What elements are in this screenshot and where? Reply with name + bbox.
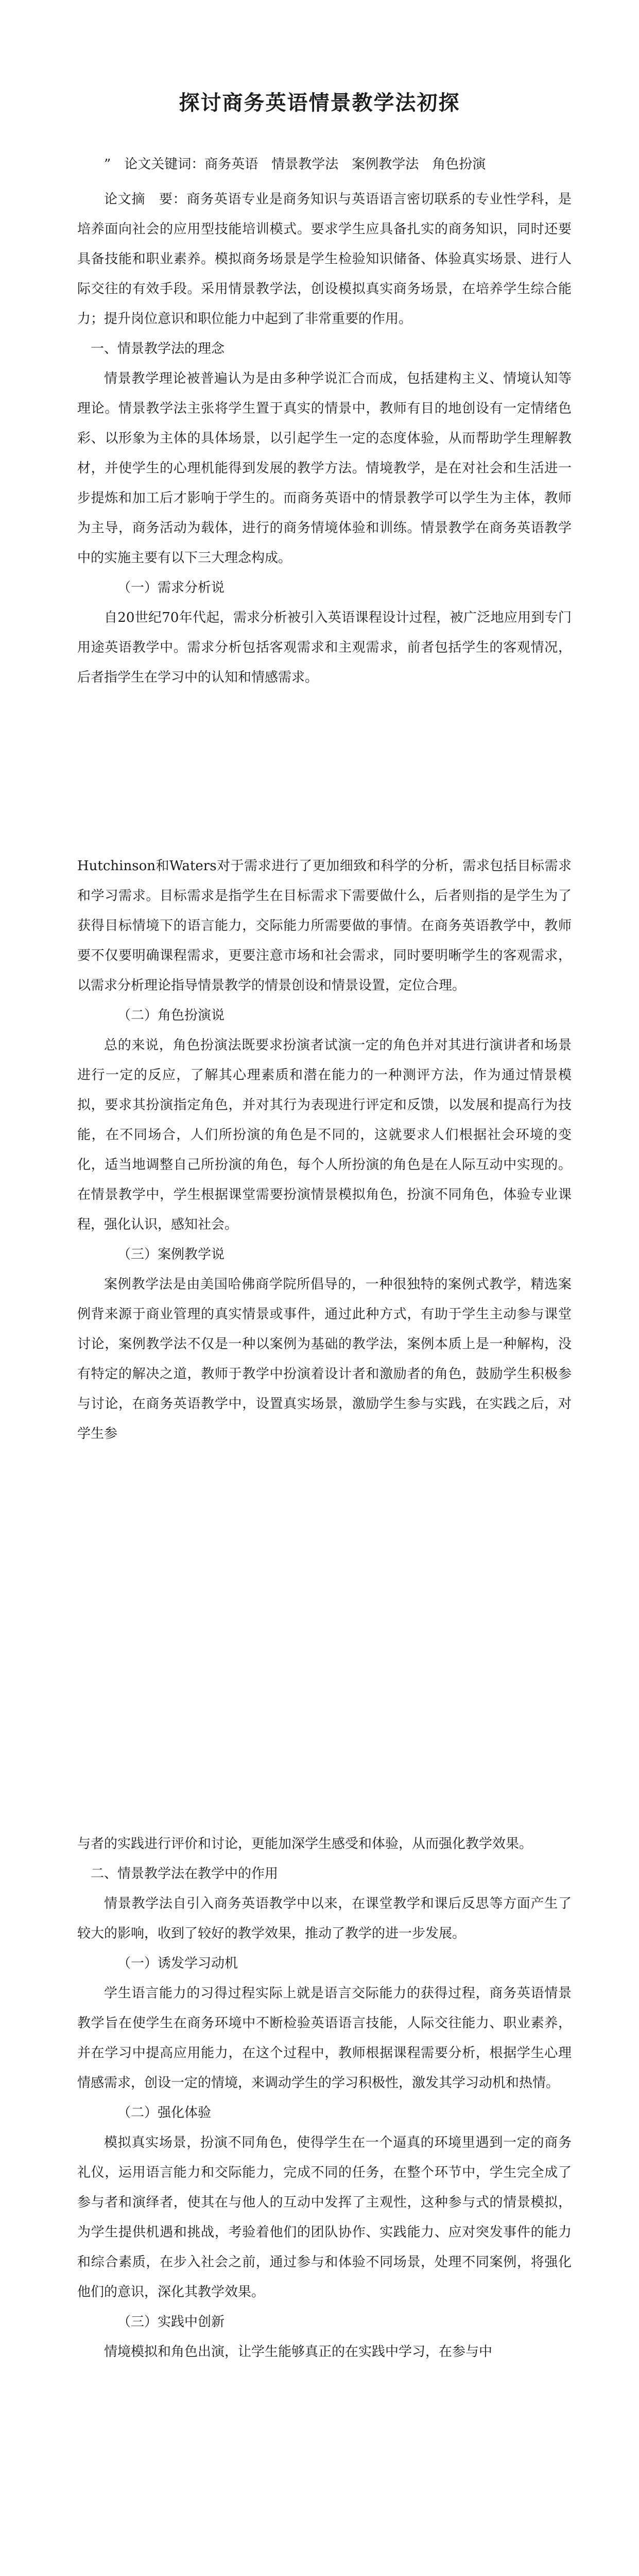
section-1-heading: 一、情景教学法的理念 xyxy=(91,341,225,357)
document-title: 探讨商务英语情景教学法初探 xyxy=(179,91,460,115)
section-2c-paragraph: 情境模拟和角色出演，让学生能够真正的在实践中学习，在参与中 xyxy=(104,2344,493,2360)
section-1a-heading: （一）需求分析说 xyxy=(117,580,225,596)
section-2b-paragraph: 模拟真实场景，扮演不同角色，使得学生在一个逼真的环境里遇到一定的商务礼仪，运用语言能力和交际能力，完成不同的任务，在整个环节中，学生完全成了参与者和演绎者，使其在与他人的互动中发挥了主观性，这种参与式的情景模拟，为学生提供机遇和挑战，考验着他们的团队协作、实践能力、应对突发事件的能力和综合素质，在步入社会之前，通过参与和体验不同场景，处理不同案例，将强化他们的意识，深化其教学效果。 xyxy=(77,2135,572,2300)
section-2-heading: 二、情景教学法在教学中的作用 xyxy=(91,1866,279,1882)
section-2c-heading: （三）实践中创新 xyxy=(117,2314,225,2330)
section-1b-paragraph: 总的来说，角色扮演法既要求扮演者试演一定的角色并对其进行演讲者和场景进行一定的反应，了解其心理素质和潜在能力的一种测评方法，作为通过情景模拟，要求其扮演指定角色，并对其行为表现进行评定和反馈，以发展和提高行为技能，在不同场合，人们所扮演的角色是不同的，这就要求人们根据社会环境的变化，适当地调整自己所扮演的角色，每个人所扮演的角色是在人际互动中实现的。在情景教学中，学生根据课堂需要扮演情景模拟角色，扮演不同角色，体验专业课程，强化认识，感知社会。 xyxy=(77,1038,572,1232)
section-1a-paragraph: 自20世纪70年代起，需求分析被引入英语课程设计过程，被广泛地应用到专门用途英语教学中。需求分析包括客观需求和主观需求，前者包括学生的客观情况，后者指学生在学习中的认知和情感需求。 xyxy=(77,610,572,685)
section-2-paragraph: 情景教学法自引入商务英语教学中以来，在课堂教学和课后反思等方面产生了较大的影响，收到了较好的教学效果，推动了教学的进一步发展。 xyxy=(77,1896,572,1941)
section-2b-heading: （二）强化体验 xyxy=(117,2105,212,2121)
section-1b-heading: （二）角色扮演说 xyxy=(117,1008,225,1023)
abstract-paragraph: 论文摘 要：商务英语专业是商务知识与英语语言密切联系的专业性学科，是培养面向社会的应用型技能培训模式。要求学生应具备扎实的商务知识，同时还要具备技能和职业素养。模拟商务场景是学生检验知识储备、体验真实场景、进行人际交往的有效手段。采用情景教学法，创设模拟真实商务场景，在培养学生综合能力；提升岗位意识和职位能力中起到了非常重要的作用。 xyxy=(77,192,572,327)
section-1c-heading: （三）案例教学说 xyxy=(117,1247,225,1262)
section-2a-heading: （一）诱发学习动机 xyxy=(117,1956,238,1971)
section-1-block xyxy=(77,184,572,692)
section-1-continued-block xyxy=(77,851,572,1449)
section-1-paragraph: 情景教学理论被普遍认为是由多种学说汇合而成，包括建构主义、情境认知等理论。情景教学法主张将学生置于真实的情景中，教师有目的地创设有一定情绪色彩、以形象为主体的具体场景，以引起学生一定的态度体验，从而帮助学生理解教材，并使学生的心理机能得到发展的教学方法。情境教学，是在对社会和生活进一步提炼和加工后才影响于学生的。而商务英语中的情景教学可以学生为主体，教师为主导，商务活动为载体，进行的商务情境体验和训练。情景教学在商务英语教学中的实施主要有以下三大理念构成。 xyxy=(77,371,572,566)
section-2-block xyxy=(77,1829,572,2367)
keywords-block xyxy=(77,149,572,179)
section-2a-paragraph: 学生语言能力的习得过程实际上就是语言交际能力的获得过程，商务英语情景教学旨在使学生在商务环境中不断检验英语语言技能，人际交往能力、职业素养，并在学习中提高应用能力，在这个过程中，教师根据课程需要分析，根据学生心理情感需求，创设一定的情境，来调动学生的学习积极性，激发其学习动机和热情。 xyxy=(77,1986,572,2091)
section-1a-paragraph-2: Hutchinson和Waters对于需求进行了更加细致和科学的分析，需求包括目标需求和学习需求。目标需求是指学生在目标需求下需要做什么，后者则指的是学生为了获得目标情境下的语言能力，交际能力所需要做的事情。在商务英语教学中，教师要不仅要明确课程需求，更要注意市场和社会需求，同时要明晰学生的客观需求，以需求分析理论指导情景教学的情景创设和情景设置，定位合理。 xyxy=(77,858,572,993)
keywords-line: ” 论文关键词：商务英语 情景教学法 案例教学法 角色扮演 xyxy=(104,157,486,172)
section-1c-paragraph: 案例教学法是由美国哈佛商学院所倡导的，一种很独特的案例式教学，精选案例背来源于商业管理的真实情景或事件，通过此种方式，有助于学生主动参与课堂讨论，案例教学法不仅是一种以案例为基础的教学法，案例本质上是一种解构，没有特定的解决之道，教师于教学中扮演着设计者和激励者的角色，鼓励学生积极参与讨论，在商务英语教学中，设置真实场景，激励学生参与实践，在实践之后，对学生参 xyxy=(77,1277,572,1442)
section-1c-paragraph-2: 与者的实践进行评价和讨论，更能加深学生感受和体验，从而强化教学效果。 xyxy=(77,1836,533,1852)
